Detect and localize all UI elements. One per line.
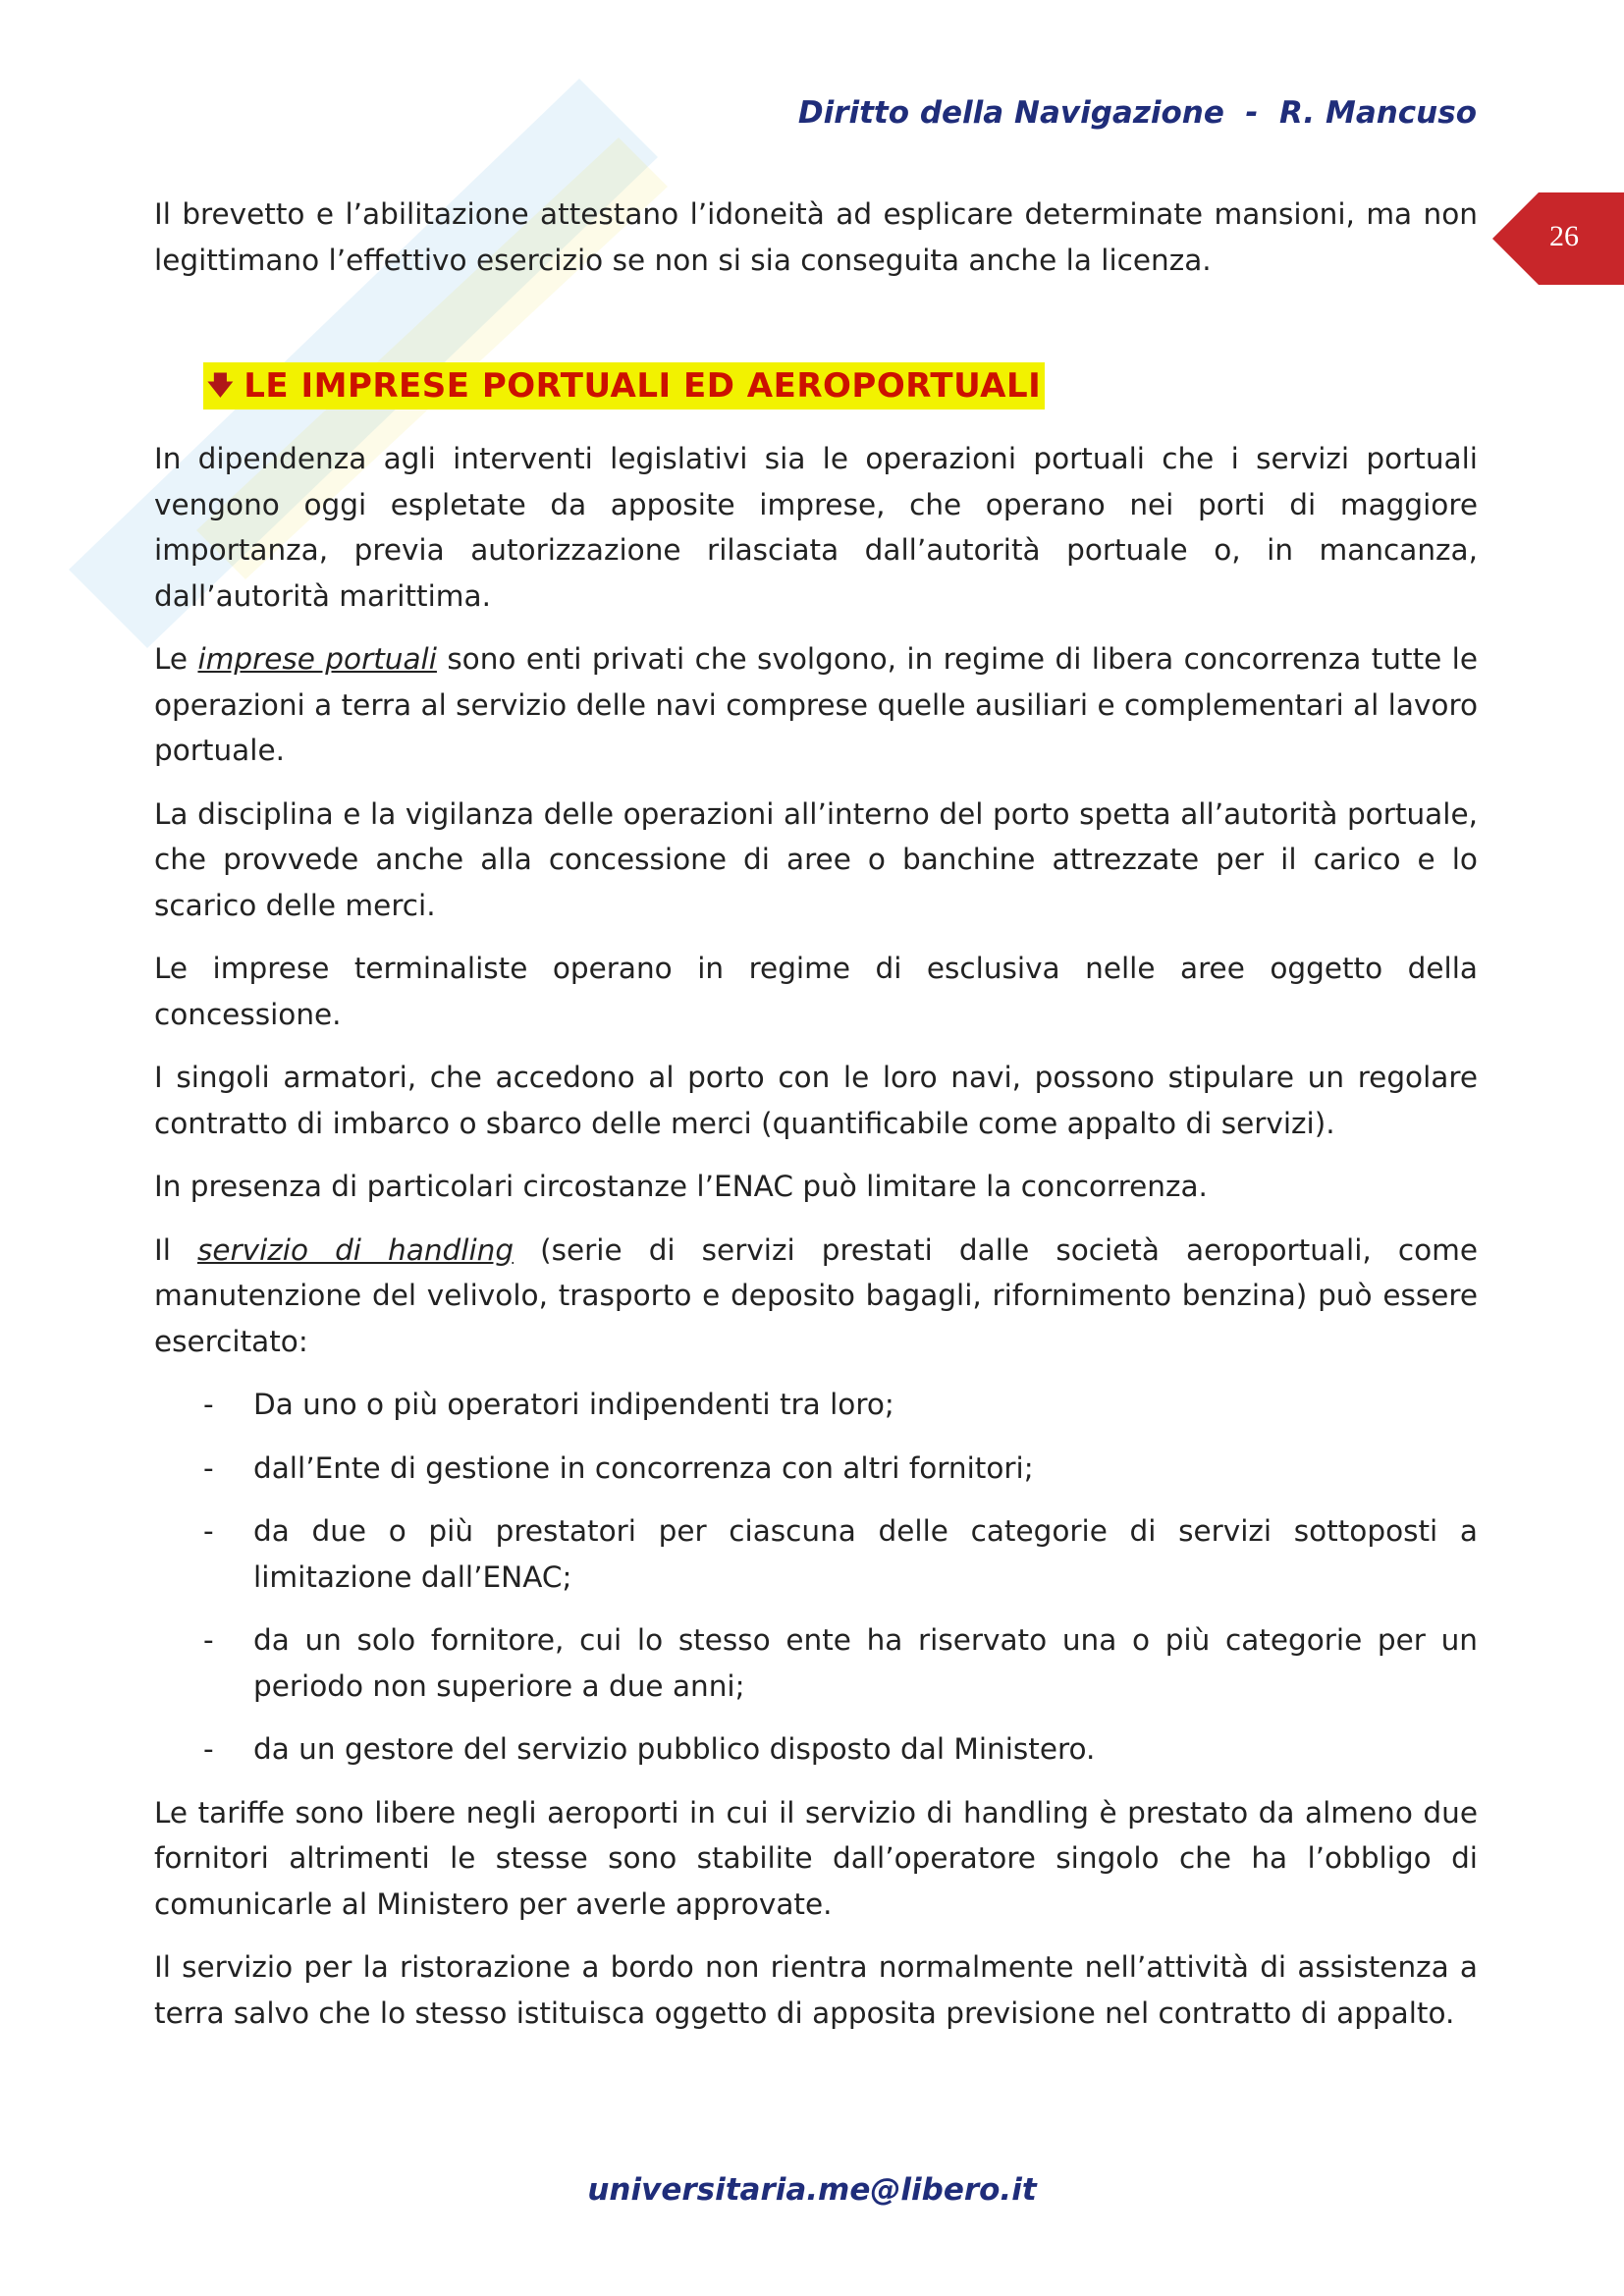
list-item-text: dall’Ente di gestione in concorrenza con altri fornitori; [253,1450,1034,1485]
list-item [154,1382,1478,1428]
paragraph-handling [154,1228,1478,1365]
list-item [154,1726,1478,1773]
header-title: Diritto della Navigazione [797,95,1224,131]
dash-bullet: - [203,1732,214,1766]
dash-bullet: - [203,1623,214,1657]
list-item-text: da un gestore del servizio pubblico disposto dal Ministero. [253,1732,1096,1766]
text-rest: sono enti privati che svolgono, in regime di libera concorrenza tutte le operazioni a terra al servizio delle navi comprese quelle ausiliari e complementari al lavoro portuale. [154,642,1479,767]
list-item [154,1617,1478,1709]
paragraph: In dipendenza agli interventi legislativi sia le operazioni portuali che i servizi portuali vengono oggi espletate da apposite imprese, che operano nei porti di maggiore importanza, previa autorizzazione rilasciata dall’autorità portuale o, in mancanza, dall’autorità marittima. [154,442,1478,613]
header-author: R. Mancuso [1278,95,1477,131]
page-number: 26 [1549,220,1579,252]
list-item-text: Da uno o più operatori indipendenti tra loro; [253,1388,894,1421]
text-prefix: Le [154,642,198,676]
section-heading-wrap [203,361,1478,409]
paragraph: Le tariffe sono libere negli aeroporti in cui il servizio di handling è prestato da almeno due fornitori altrimenti le stesse sono stabilite dall’operatore singolo che ha l’obbligo di comunicarle al Ministero per averle approvate. [154,1795,1478,1921]
paragraph: I singoli armatori, che accedono al porto con le loro navi, possono stipulare un regolare contratto di imbarco o sbarco delle merci (quantificabile come appalto di servizi). [154,1061,1478,1140]
dash-bullet: - [203,1450,214,1485]
paragraph: Le imprese terminaliste operano in regime di esclusiva nelle aree oggetto della concessione. [154,952,1478,1031]
term-imprese-portuali: imprese portuali [197,642,437,676]
term-servizio-di-handling: servizio di handling [196,1232,514,1267]
handling-options-list [154,1382,1478,1773]
paragraph: Il servizio per la ristorazione a bordo non rientra normalmente nell’attività di assistenza a terra salvo che lo stesso istituisca oggetto di apposita previsione nel contratto di appalto. [154,1950,1478,2030]
page-content [154,191,1478,2053]
dash-bullet: - [203,1514,214,1548]
paragraph: La disciplina e la vigilanza delle operazioni all’interno del porto spetta all’autorità portuale, che provvede anche alla concessione di aree o banchine attrezzate per il carico e lo scarico delle merci. [154,796,1478,922]
footer-email: universitaria.me@libero.it [587,2172,1037,2208]
list-item-text: da due o più prestatori per ciascuna delle categorie di servizi sottoposti a limitazione dall’ENAC; [253,1514,1478,1594]
paragraph: In presenza di particolari circostanze l’ENAC può limitare la concorrenza. [154,1170,1208,1203]
header-separator: - [1245,95,1259,131]
dash-bullet: - [203,1388,214,1421]
paragraph-imprese-portuali [154,636,1478,774]
text-rest: (serie di servizi prestati dalle società aeroportuali, come manutenzione del velivolo, trasporto e deposito bagagli, rifornimento benzina) può essere esercitato: [154,1232,1478,1358]
text-prefix: Il [154,1232,197,1267]
intro-paragraph: Il brevetto e l’abilitazione attestano l’idoneità ad esplicare determinate mansioni, ma non legittimano l’effettivo esercizio se non si sia conseguita anche la licenza. [154,197,1478,277]
list-item [154,1508,1478,1600]
list-item [154,1446,1478,1492]
section-heading [203,362,1045,410]
running-header [798,95,1477,131]
down-arrow-icon: 🡇 [207,371,235,401]
list-item-text: da un solo fornitore, cui lo stesso ente ha riservato una o più categorie per un periodo non superiore a due anni; [253,1623,1478,1703]
section-heading-text: LE IMPRESE PORTUALI ED AEROPORTUALI [244,366,1042,406]
